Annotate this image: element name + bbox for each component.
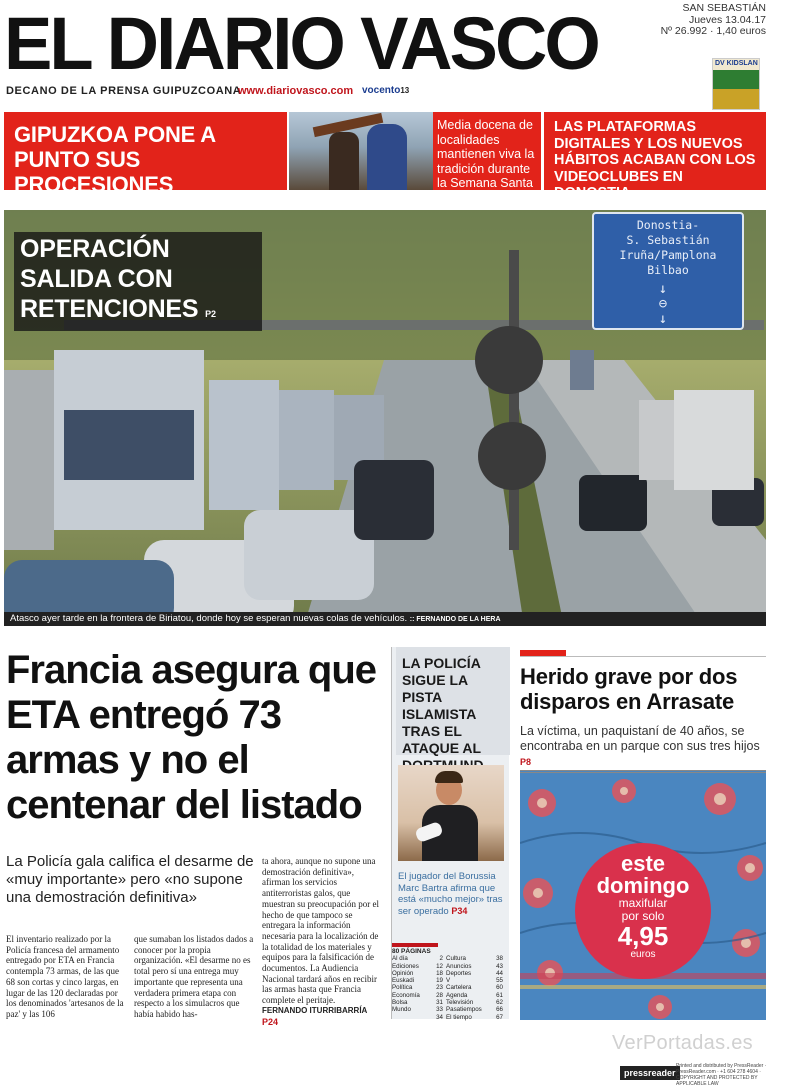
promo-day [575, 853, 711, 897]
index-section[interactable]: Bolsa [392, 999, 408, 1007]
newspaper-title[interactable]: EL DIARIO VASCO [4, 2, 598, 85]
index-section[interactable]: Deportes [446, 969, 472, 977]
lead-column: que sumaban los listados dados a conocer por la propia organización. «El desarme no es total pero sí una entrega muy importante que representa una verdadera primera etapa con respecto a los simulacros que había habido has- [134, 934, 254, 1019]
index-section[interactable] [392, 1014, 432, 1021]
page-ref: P4 [437, 193, 449, 204]
page-ref: P24 [262, 1016, 279, 1027]
index-page: 34 [436, 1013, 443, 1021]
photo-caption [4, 612, 766, 626]
promo-product [575, 897, 711, 923]
byline-author: FERNANDO ITURRIBARRÍA [262, 1005, 368, 1015]
pressreader-badge[interactable] [620, 1062, 770, 1087]
bartra-photo[interactable] [398, 765, 504, 861]
index-page: 31 [436, 999, 443, 1007]
supplement-label: DV KIDSLAN [715, 60, 758, 67]
promo-procesiones[interactable] [4, 112, 287, 197]
supplement-thumbnail[interactable] [712, 58, 760, 110]
promo-day-line: domingo [596, 873, 690, 898]
index-page: 28 [436, 991, 443, 999]
lead-column-text: ta ahora, aunque no supone una demostración definitiva», afirman los servicios antiterroristas galos, que muestran su preocupación por el hecho de que tampoco se entregara la información necesaria para la localización de la totalidad de los materiales y equipos para la falsificación de documentos. La Audiencia Nacional tardará años en recibir las armas hasta que Francia complete el peritaje. [262, 856, 379, 1006]
lead-column [262, 856, 382, 1028]
index-section[interactable]: Opinión [392, 969, 414, 977]
index-page: 38 [496, 955, 503, 963]
photo-headline-text: OPERACIÓN SALIDA CON RETENCIONES [20, 235, 199, 323]
index-page: 60 [496, 984, 503, 992]
page-ref: P34 [451, 905, 468, 916]
index-page: 19 [436, 977, 443, 985]
lead-headline[interactable]: Francia asegura que ETA entregó 73 armas y no el centenar del listado [6, 648, 377, 827]
index-section[interactable]: Economía [392, 991, 420, 999]
index-section[interactable]: Anuncios [446, 962, 472, 970]
figure-shape [435, 771, 463, 783]
traffic-photo[interactable] [4, 210, 766, 626]
index-page: 61 [496, 991, 503, 999]
pressreader-logo: pressreader [620, 1066, 680, 1080]
edition-city: SAN SEBASTIÁN [682, 2, 766, 14]
promo-videoclubes[interactable] [544, 112, 766, 201]
index-section[interactable]: Televisión [446, 999, 474, 1007]
index-page: 43 [496, 962, 503, 970]
index-section[interactable]: Euskadi [392, 977, 415, 985]
index-section[interactable]: Al día [392, 955, 408, 963]
promo-procesiones-text: GIPUZKOA PONE A PUNTO SUS PROCESIONES [14, 122, 216, 197]
arrasate-deck [520, 724, 766, 770]
promo-semana-santa-text: Media docena de localidades mantienen viva la tradición durante la Semana Santa [437, 118, 535, 190]
promo-videoclubes-text: LAS PLATAFORMAS DIGITALES Y LOS NUEVOS HÁBITOS ACABAN CON LOS VIDEOCLUBES EN DONOSTIA [554, 119, 756, 201]
pressreader-text: Printed and distributed by PressReader · PressReader.com · +1 604 278 4604 · COPYRIGHT AND PROTECTED BY APPLICABLE LAW [676, 1063, 767, 1087]
watermark: VerPortadas.es [612, 1032, 753, 1054]
photo-credit: :: FERNANDO DE LA HERA [409, 616, 501, 623]
page-ref: P8 [520, 757, 532, 767]
arrasate-headline[interactable]: Herido grave por dos disparos en Arrasate [520, 664, 738, 714]
promo-currency: euros [630, 949, 656, 960]
index-section[interactable]: Cultura [446, 955, 466, 963]
index-section[interactable]: El tiempo [446, 1013, 472, 1021]
sign-line: Bilbao [647, 263, 689, 277]
sidebar-caption-text: El jugador del Borussia Marc Bartra afirma que está «mucho mejor» tras ser operado [398, 871, 503, 917]
index-section[interactable]: Política [392, 984, 413, 992]
index-page: 18 [436, 969, 443, 977]
index-page: 62 [496, 999, 503, 1007]
tagline: DECANO DE LA PRENSA GUIPUZCOANA [6, 85, 242, 97]
edition-issue: Nº 26.992 · 1,40 euros [660, 25, 766, 37]
promo-circle[interactable] [575, 843, 711, 979]
vocento-logo [362, 85, 409, 96]
sidebar-headline[interactable]: LA POLICÍA SIGUE LA PISTA ISLAMISTA TRAS EL ATAQUE AL [396, 647, 510, 755]
index-page: 44 [496, 969, 503, 977]
index-page: 23 [436, 984, 443, 992]
sunday-promo-ad[interactable] [520, 770, 766, 1020]
sign-line: Donostia- [636, 218, 700, 232]
index-section[interactable]: Cartelera [446, 984, 472, 992]
promo-product-name: maxifular [618, 896, 668, 910]
figure-shape [367, 124, 407, 190]
photo-headline[interactable] [14, 232, 262, 331]
index-title: 80 PÁGINAS [392, 948, 431, 955]
sign-line: Iruña/Pamplona [619, 248, 717, 262]
index-page: 2 [439, 955, 443, 963]
divider [520, 656, 766, 657]
sign-line: S. Sebastián [626, 233, 710, 247]
masthead [0, 0, 800, 110]
sidebar-caption [398, 871, 506, 917]
index-section[interactable]: Mundo [392, 1006, 411, 1014]
photo-caption-text: Atasco ayer tarde en la frontera de Biriatou, donde hoy se esperan nuevas colas de vehículos. [10, 613, 408, 624]
page-ref: P2 [205, 309, 216, 319]
procession-photo [289, 112, 433, 190]
website-link[interactable]: www.diariovasco.com [238, 85, 354, 97]
lead-deck: La Policía gala califica el desarme de «muy importante» pero «no supone una demostración definitiva» [6, 853, 254, 906]
promo-price: 4,95 [617, 921, 669, 951]
promo-semana-santa[interactable] [433, 112, 541, 204]
index-page: 55 [496, 977, 503, 985]
arrasate-deck-text: La víctima, un paquistaní de 40 años, se encontraba en un parque con sus tres hijos [520, 724, 760, 753]
edition-info [661, 3, 766, 38]
lead-column: El inventario realizado por la Policía francesa del armamento entregado por ETA en Francia contempla 73 armas, de las que 68 son cortas y cinco largas, en lugar de las 120 declaradas por los denominados 'artesanos de la paz' y las 106 [6, 934, 124, 1019]
edition-date: Jueves 13.04.17 [688, 13, 766, 26]
index-grid [392, 955, 508, 1021]
index-section[interactable]: V [446, 977, 451, 985]
sign-arrows-icon: ↓ ⊖ ↓ [658, 281, 708, 327]
index-page: 12 [436, 962, 443, 970]
index-section[interactable]: Pasatiempos [446, 1006, 482, 1014]
promo-day-line: este [620, 851, 666, 876]
road-sign [592, 212, 744, 330]
index-page: 33 [436, 1006, 443, 1014]
page-index [392, 943, 508, 1021]
index-page: 66 [496, 1006, 503, 1014]
index-section[interactable]: Ediciones [392, 962, 419, 970]
page-ref: P38 [634, 189, 651, 199]
vocento-label: vocento [362, 85, 401, 96]
index-bar [392, 943, 438, 947]
vocento-suffix: 13 [400, 86, 410, 95]
byline [262, 1006, 382, 1028]
index-page: 67 [496, 1013, 503, 1021]
index-section[interactable]: Agenda [446, 991, 468, 999]
figure-shape [329, 132, 359, 190]
promo-price-label: por solo [621, 909, 665, 923]
